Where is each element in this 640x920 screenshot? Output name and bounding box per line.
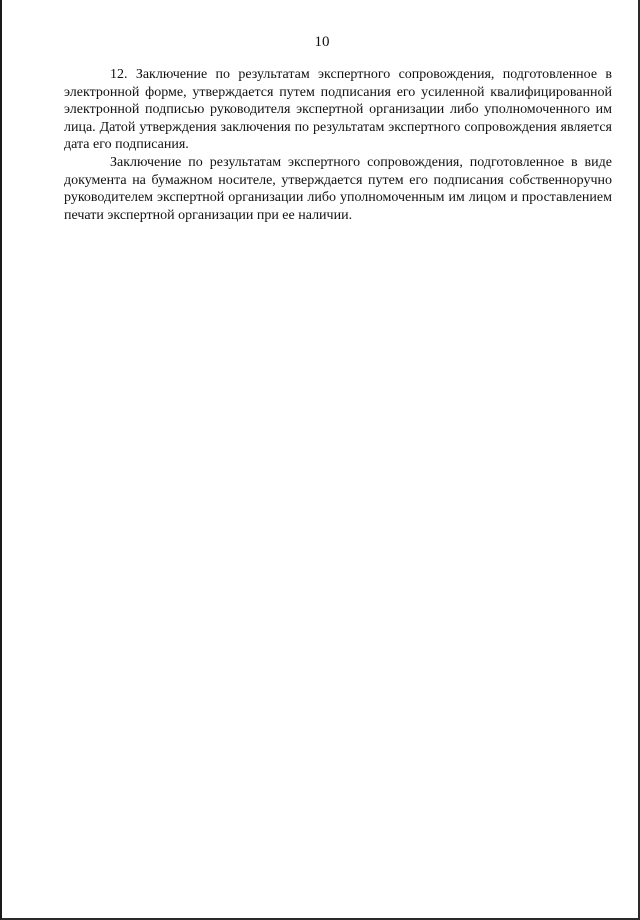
page-number: 10 bbox=[314, 34, 330, 50]
document-body bbox=[64, 66, 612, 224]
paragraph-paper-document: Заключение по результатам экспертного сопровождения, подготовленное в виде документа на бумажном носителе, утверждается путем его подписания собственноручно руководителем экспертной организации либо уполномоченным им лицом и проставлением печати экспертной организации при ее наличии. bbox=[64, 154, 612, 223]
paragraph-12: 12. Заключение по результатам экспертного сопровождения, подготовленное в электронной форме, утверждается путем подписания его усиленной квалифицированной электронной подписью руководителя экспертной организации либо уполномоченного им лица. Датой утверждения заключения по результатам экспертного сопровождения является дата его подписания. bbox=[64, 67, 612, 153]
